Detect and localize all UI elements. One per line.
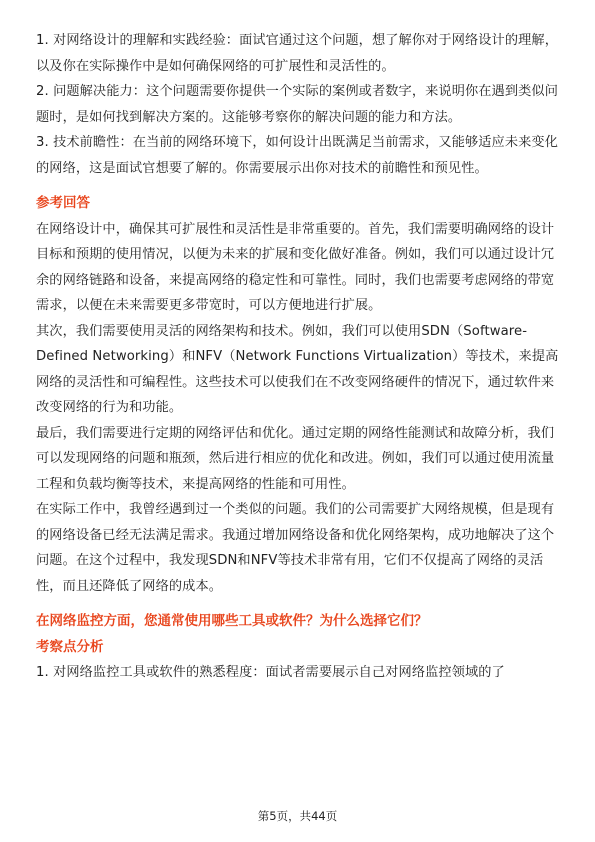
analysis-item-1: 1. 对网络监控工具或软件的熟悉程度：面试者需要展示自己对网络监控领域的了 bbox=[36, 665, 505, 680]
page-content bbox=[36, 28, 559, 686]
list-item-3: 3. 技术前瞻性：在当前的网络环境下，如何设计出既满足当前需求，又能够适应未来变化的网络，这是面试官想要了解的。你需要展示出你对技术的前瞻性和预见性。 bbox=[36, 135, 558, 176]
question-heading: 在网络监控方面，您通常使用哪些工具或软件？为什么选择它们？ bbox=[36, 613, 428, 629]
page-number: 第5页，共44页 bbox=[257, 809, 338, 823]
answer-paragraph-4: 在实际工作中，我曾经遇到过一个类似的问题。我们的公司需要扩大网络规模，但是现有的网络设备已经无法满足需求。我通过增加网络设备和优化网络架构，成功地解决了这个问题。在这个过程中，我发现SDN和NFV等技术非常有用，它们不仅提高了网络的灵活性，而且还降低了网络的成本。 bbox=[36, 502, 555, 594]
answer-paragraph-3: 最后，我们需要进行定期的网络评估和优化。通过定期的网络性能测试和故障分析，我们可以发现网络的问题和瓶颈，然后进行相应的优化和改进。例如，我们可以通过使用流量工程和负载均衡等技术，来提高网络的性能和可用性。 bbox=[36, 425, 555, 492]
list-item-1: 1. 对网络设计的理解和实践经验：面试官通过这个问题，想了解你对于网络设计的理解，以及你在实际操作中是如何确保网络的可扩展性和灵活性的。 bbox=[36, 33, 558, 74]
list-item-2: 2. 问题解决能力：这个问题需要你提供一个实际的案例或者数字，来说明你在遇到类似问题时，是如何找到解决方案的。这能够考察你的解决问题的能力和方法。 bbox=[36, 84, 558, 125]
analysis-heading: 考察点分析 bbox=[36, 638, 104, 655]
answer-paragraph-1: 在网络设计中，确保其可扩展性和灵活性是非常重要的。首先，我们需要明确网络的设计目标和预期的使用情况，以便为未来的扩展和变化做好准备。例如，我们可以通过设计冗余的网络链路和设备，来提高网络的稳定性和可靠性。同时，我们也需要考虑网络的带宽需求，以便在未来需要更多带宽时，可以方便地进行扩展。 bbox=[36, 221, 555, 313]
reference-heading: 参考回答 bbox=[36, 195, 90, 211]
answer-paragraph-2: 其次，我们需要使用灵活的网络架构和技术。例如，我们可以使用SDN（Software-Defined Networking）和NFV（Network Functions Virtualization）等技术，来提高网络的灵活性和可编程性。这些技术可以使我们在不改变网络硬件的情况下，通过软件来改变网络的行为和功能。 bbox=[36, 323, 559, 415]
